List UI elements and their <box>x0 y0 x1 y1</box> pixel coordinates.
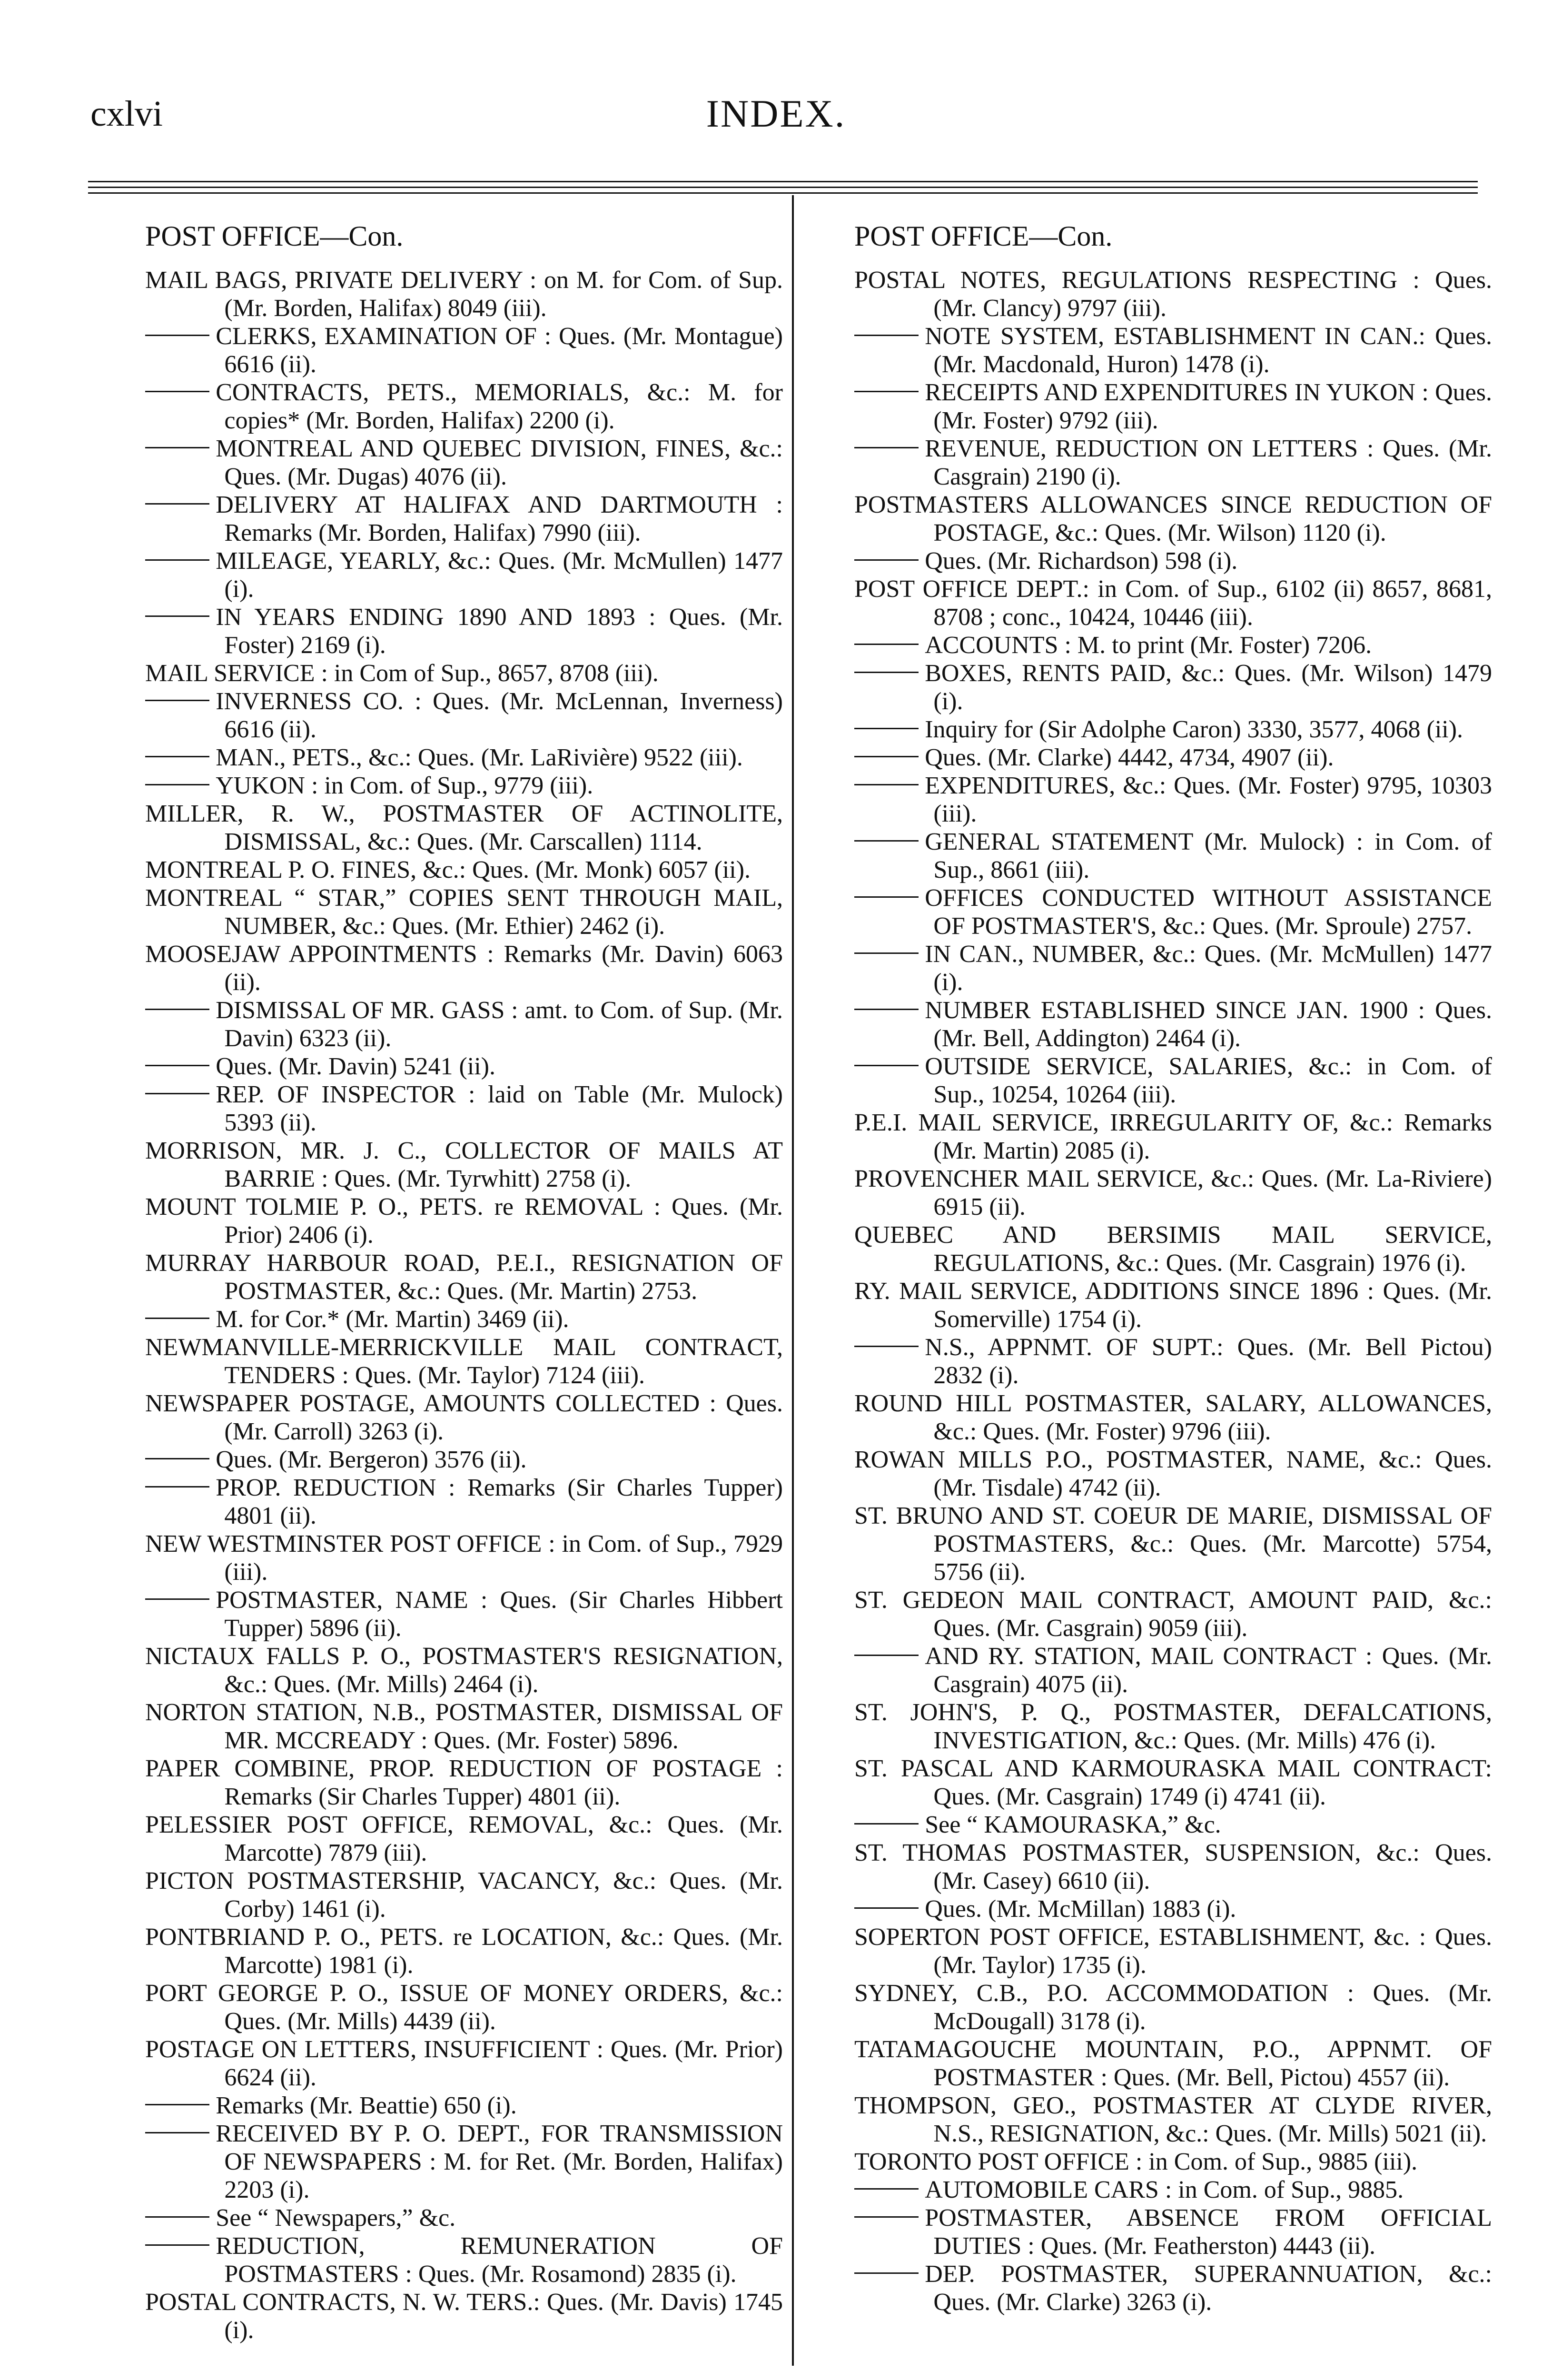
index-entry: NICTAUX FALLS P. O., POSTMASTER'S RESIGNATION, &c.: Ques. (Mr. Mills) 2464 (i). <box>145 1643 783 1698</box>
index-entry: PICTON POSTMASTERSHIP, VACANCY, &c.: Ques. (Mr. Corby) 1461 (i). <box>145 1867 783 1923</box>
index-entry: SYDNEY, C.B., P.O. ACCOMMODATION : Ques. (Mr. McDougall) 3178 (i). <box>854 1980 1492 2035</box>
index-entry: MILLER, R. W., POSTMASTER OF ACTINOLITE, DISMISSAL, &c.: Ques. (Mr. Carscallen) 1114. <box>145 800 783 855</box>
index-entry: IN YEARS ENDING 1890 AND 1893 : Ques. (Mr. Foster) 2169 (i). <box>145 603 783 659</box>
index-entry: POSTAL NOTES, REGULATIONS RESPECTING : Ques. (Mr. Clancy) 9797 (iii). <box>854 267 1492 322</box>
index-entry: Remarks (Mr. Beattie) 650 (i). <box>145 2092 783 2120</box>
right-column-heading: POST OFFICE—Con. <box>854 220 1113 252</box>
index-entry: POSTAL CONTRACTS, N. W. TERS.: Ques. (Mr. Davis) 1745 (i). <box>145 2289 783 2344</box>
index-entry: ROWAN MILLS P.O., POSTMASTER, NAME, &c.: Ques. (Mr. Tisdale) 4742 (ii). <box>854 1446 1492 1501</box>
index-entry: ST. JOHN'S, P. Q., POSTMASTER, DEFALCATIONS, INVESTIGATION, &c.: Ques. (Mr. Mills) 476 (i). <box>854 1699 1492 1754</box>
index-entry: NUMBER ESTABLISHED SINCE JAN. 1900 : Ques. (Mr. Bell, Addington) 2464 (i). <box>854 996 1492 1052</box>
index-entry: REVENUE, REDUCTION ON LETTERS : Ques. (Mr. Casgrain) 2190 (i). <box>854 435 1492 491</box>
index-entry: RECEIVED BY P. O. DEPT., FOR TRANSMISSION OF NEWSPAPERS : M. for Ret. (Mr. Borden, Halifax) 2203 (i). <box>145 2120 783 2204</box>
header-rule <box>88 181 1478 195</box>
index-entry: ST. GEDEON MAIL CONTRACT, AMOUNT PAID, &c.: Ques. (Mr. Casgrain) 9059 (iii). <box>854 1587 1492 1642</box>
index-entry: AUTOMOBILE CARS : in Com. of Sup., 9885. <box>854 2176 1492 2204</box>
index-entry: NEW WESTMINSTER POST OFFICE : in Com. of Sup., 7929 (iii). <box>145 1530 783 1586</box>
index-entry: P.E.I. MAIL SERVICE, IRREGULARITY OF, &c.: Remarks (Mr. Martin) 2085 (i). <box>854 1109 1492 1164</box>
index-entry: REDUCTION, REMUNERATION OF POSTMASTERS : Ques. (Mr. Rosamond) 2835 (i). <box>145 2232 783 2288</box>
left-column <box>145 220 783 2344</box>
index-entry: MONTREAL P. O. FINES, &c.: Ques. (Mr. Monk) 6057 (ii). <box>145 856 751 883</box>
index-entry: TORONTO POST OFFICE : in Com. of Sup., 9885 (iii). <box>854 2148 1418 2175</box>
left-column-heading: POST OFFICE—Con. <box>145 220 404 252</box>
index-entry: YUKON : in Com. of Sup., 9779 (iii). <box>145 772 783 800</box>
index-entry: MAIL BAGS, PRIVATE DELIVERY : on M. for Com. of Sup. (Mr. Borden, Halifax) 8049 (iii). <box>145 267 783 322</box>
index-entry: MOUNT TOLMIE P. O., PETS. re REMOVAL : Ques. (Mr. Prior) 2406 (i). <box>145 1193 783 1249</box>
index-entry: ST. BRUNO AND ST. COEUR DE MARIE, DISMISSAL OF POSTMASTERS, &c.: Ques. (Mr. Marcotte) 5754, 5756 (ii). <box>854 1502 1492 1586</box>
index-entry: AND RY. STATION, MAIL CONTRACT : Ques. (Mr. Casgrain) 4075 (ii). <box>854 1642 1492 1698</box>
index-entry: ST. THOMAS POSTMASTER, SUSPENSION, &c.: Ques. (Mr. Casey) 6610 (ii). <box>854 1839 1492 1894</box>
column-divider <box>792 195 794 2366</box>
index-entry: DELIVERY AT HALIFAX AND DARTMOUTH : Remarks (Mr. Borden, Halifax) 7990 (iii). <box>145 491 783 547</box>
index-entry: QUEBEC AND BERSIMIS MAIL SERVICE, REGULATIONS, &c.: Ques. (Mr. Casgrain) 1976 (i). <box>854 1221 1492 1277</box>
index-entry: MAIL SERVICE : in Com of Sup., 8657, 8708 (iii). <box>145 660 659 687</box>
index-entry: POST OFFICE DEPT.: in Com. of Sup., 6102 (ii) 8657, 8681, 8708 ; conc., 10424, 10446 (iii). <box>854 575 1492 631</box>
index-entry: Ques. (Mr. Clarke) 4442, 4734, 4907 (ii). <box>854 744 1492 772</box>
index-entry: PROVENCHER MAIL SERVICE, &c.: Ques. (Mr. La-Riviere) 6915 (ii). <box>854 1165 1492 1220</box>
index-entry: See “ Newspapers,” &c. <box>145 2204 783 2232</box>
index-entry: NEWMANVILLE-MERRICKVILLE MAIL CONTRACT, TENDERS : Ques. (Mr. Taylor) 7124 (iii). <box>145 1334 783 1389</box>
index-entry: POSTAGE ON LETTERS, INSUFFICIENT : Ques. (Mr. Prior) 6624 (ii). <box>145 2036 783 2091</box>
index-entry: RY. MAIL SERVICE, ADDITIONS SINCE 1896 : Ques. (Mr. Somerville) 1754 (i). <box>854 1278 1492 1333</box>
index-entry: MORRISON, MR. J. C., COLLECTOR OF MAILS AT BARRIE : Ques. (Mr. Tyrwhitt) 2758 (i). <box>145 1137 783 1192</box>
index-entry: IN CAN., NUMBER, &c.: Ques. (Mr. McMullen) 1477 (i). <box>854 940 1492 996</box>
page-number: cxlvi <box>90 94 163 134</box>
index-entry: THOMPSON, GEO., POSTMASTER AT CLYDE RIVER, N.S., RESIGNATION, &c.: Ques. (Mr. Mills) 5021 (ii). <box>854 2092 1492 2147</box>
index-entry: CONTRACTS, PETS., MEMORIALS, &c.: M. for copies* (Mr. Borden, Halifax) 2200 (i). <box>145 378 783 435</box>
index-entry: Ques. (Mr. Davin) 5241 (ii). <box>145 1052 783 1081</box>
index-entry: MILEAGE, YEARLY, &c.: Ques. (Mr. McMullen) 1477 (i). <box>145 547 783 603</box>
index-entry: PROP. REDUCTION : Remarks (Sir Charles Tupper) 4801 (ii). <box>145 1474 783 1530</box>
page-title: INDEX. <box>706 92 846 135</box>
index-entry: PONTBRIAND P. O., PETS. re LOCATION, &c.: Ques. (Mr. Marcotte) 1981 (i). <box>145 1924 783 1979</box>
index-entry: M. for Cor.* (Mr. Martin) 3469 (ii). <box>145 1305 783 1333</box>
index-entry: MURRAY HARBOUR ROAD, P.E.I., RESIGNATION OF POSTMASTER, &c.: Ques. (Mr. Martin) 2753. <box>145 1250 783 1305</box>
right-column <box>854 220 1492 2316</box>
index-entry: Inquiry for (Sir Adolphe Caron) 3330, 3577, 4068 (ii). <box>854 715 1492 744</box>
index-entry: POSTMASTER, NAME : Ques. (Sir Charles Hibbert Tupper) 5896 (ii). <box>145 1586 783 1642</box>
index-entry: OFFICES CONDUCTED WITHOUT ASSISTANCE OF POSTMASTER'S, &c.: Ques. (Mr. Sproule) 2757. <box>854 884 1492 940</box>
index-entry: Ques. (Mr. Bergeron) 3576 (ii). <box>145 1446 783 1474</box>
index-entry: BOXES, RENTS PAID, &c.: Ques. (Mr. Wilson) 1479 (i). <box>854 659 1492 715</box>
index-entry: N.S., APPNMT. OF SUPT.: Ques. (Mr. Bell Pictou) 2832 (i). <box>854 1333 1492 1389</box>
index-entry: RECEIPTS AND EXPENDITURES IN YUKON : Ques. (Mr. Foster) 9792 (iii). <box>854 378 1492 435</box>
index-entry: SOPERTON POST OFFICE, ESTABLISHMENT, &c. : Ques. (Mr. Taylor) 1735 (i). <box>854 1924 1492 1979</box>
index-entry: MOOSEJAW APPOINTMENTS : Remarks (Mr. Davin) 6063 (ii). <box>145 941 783 996</box>
index-entry: POSTMASTERS ALLOWANCES SINCE REDUCTION OF POSTAGE, &c.: Ques. (Mr. Wilson) 1120 (i). <box>854 491 1492 546</box>
index-entry: REP. OF INSPECTOR : laid on Table (Mr. Mulock) 5393 (ii). <box>145 1081 783 1137</box>
index-entry: INVERNESS CO. : Ques. (Mr. McLennan, Inverness) 6616 (ii). <box>145 687 783 744</box>
index-entry: Ques. (Mr. McMillan) 1883 (i). <box>854 1895 1492 1923</box>
index-entry: ACCOUNTS : M. to print (Mr. Foster) 7206. <box>854 631 1492 659</box>
index-entry: CLERKS, EXAMINATION OF : Ques. (Mr. Montague) 6616 (ii). <box>145 322 783 378</box>
index-entry: POSTMASTER, ABSENCE FROM OFFICIAL DUTIES : Ques. (Mr. Featherston) 4443 (ii). <box>854 2204 1492 2260</box>
index-entry: TATAMAGOUCHE MOUNTAIN, P.O., APPNMT. OF POSTMASTER : Ques. (Mr. Bell, Pictou) 4557 (ii). <box>854 2036 1492 2091</box>
left-entries <box>145 266 783 2344</box>
index-entry: See “ KAMOURASKA,” &c. <box>854 1811 1492 1839</box>
index-entry: OUTSIDE SERVICE, SALARIES, &c.: in Com. of Sup., 10254, 10264 (iii). <box>854 1052 1492 1109</box>
index-entry: MONTREAL “ STAR,” COPIES SENT THROUGH MAIL, NUMBER, &c.: Ques. (Mr. Ethier) 2462 (i). <box>145 884 783 940</box>
index-entry: GENERAL STATEMENT (Mr. Mulock) : in Com. of Sup., 8661 (iii). <box>854 828 1492 884</box>
index-entry: PELESSIER POST OFFICE, REMOVAL, &c.: Ques. (Mr. Marcotte) 7879 (iii). <box>145 1811 783 1866</box>
index-entry: NEWSPAPER POSTAGE, AMOUNTS COLLECTED : Ques. (Mr. Carroll) 3263 (i). <box>145 1390 783 1445</box>
index-entry: ST. PASCAL AND KARMOURASKA MAIL CONTRACT: Ques. (Mr. Casgrain) 1749 (i) 4741 (ii). <box>854 1755 1492 1810</box>
index-entry: NORTON STATION, N.B., POSTMASTER, DISMISSAL OF MR. MCCREADY : Ques. (Mr. Foster) 5896. <box>145 1699 783 1754</box>
index-entry: DEP. POSTMASTER, SUPERANNUATION, &c.: Ques. (Mr. Clarke) 3263 (i). <box>854 2260 1492 2316</box>
index-entry: PAPER COMBINE, PROP. REDUCTION OF POSTAGE : Remarks (Sir Charles Tupper) 4801 (ii). <box>145 1755 783 1810</box>
index-entry: MAN., PETS., &c.: Ques. (Mr. LaRivière) 9522 (iii). <box>145 744 783 772</box>
index-entry: Ques. (Mr. Richardson) 598 (i). <box>854 547 1492 575</box>
index-entry: PORT GEORGE P. O., ISSUE OF MONEY ORDERS, &c.: Ques. (Mr. Mills) 4439 (ii). <box>145 1980 783 2035</box>
index-entry: EXPENDITURES, &c.: Ques. (Mr. Foster) 9795, 10303 (iii). <box>854 772 1492 828</box>
right-entries <box>854 266 1492 2316</box>
index-entry: NOTE SYSTEM, ESTABLISHMENT IN CAN.: Ques. (Mr. Macdonald, Huron) 1478 (i). <box>854 322 1492 378</box>
index-entry: DISMISSAL OF MR. GASS : amt. to Com. of Sup. (Mr. Davin) 6323 (ii). <box>145 996 783 1052</box>
index-entry: MONTREAL AND QUEBEC DIVISION, FINES, &c.: Ques. (Mr. Dugas) 4076 (ii). <box>145 435 783 491</box>
index-entry: ROUND HILL POSTMASTER, SALARY, ALLOWANCES, &c.: Ques. (Mr. Foster) 9796 (iii). <box>854 1390 1492 1445</box>
